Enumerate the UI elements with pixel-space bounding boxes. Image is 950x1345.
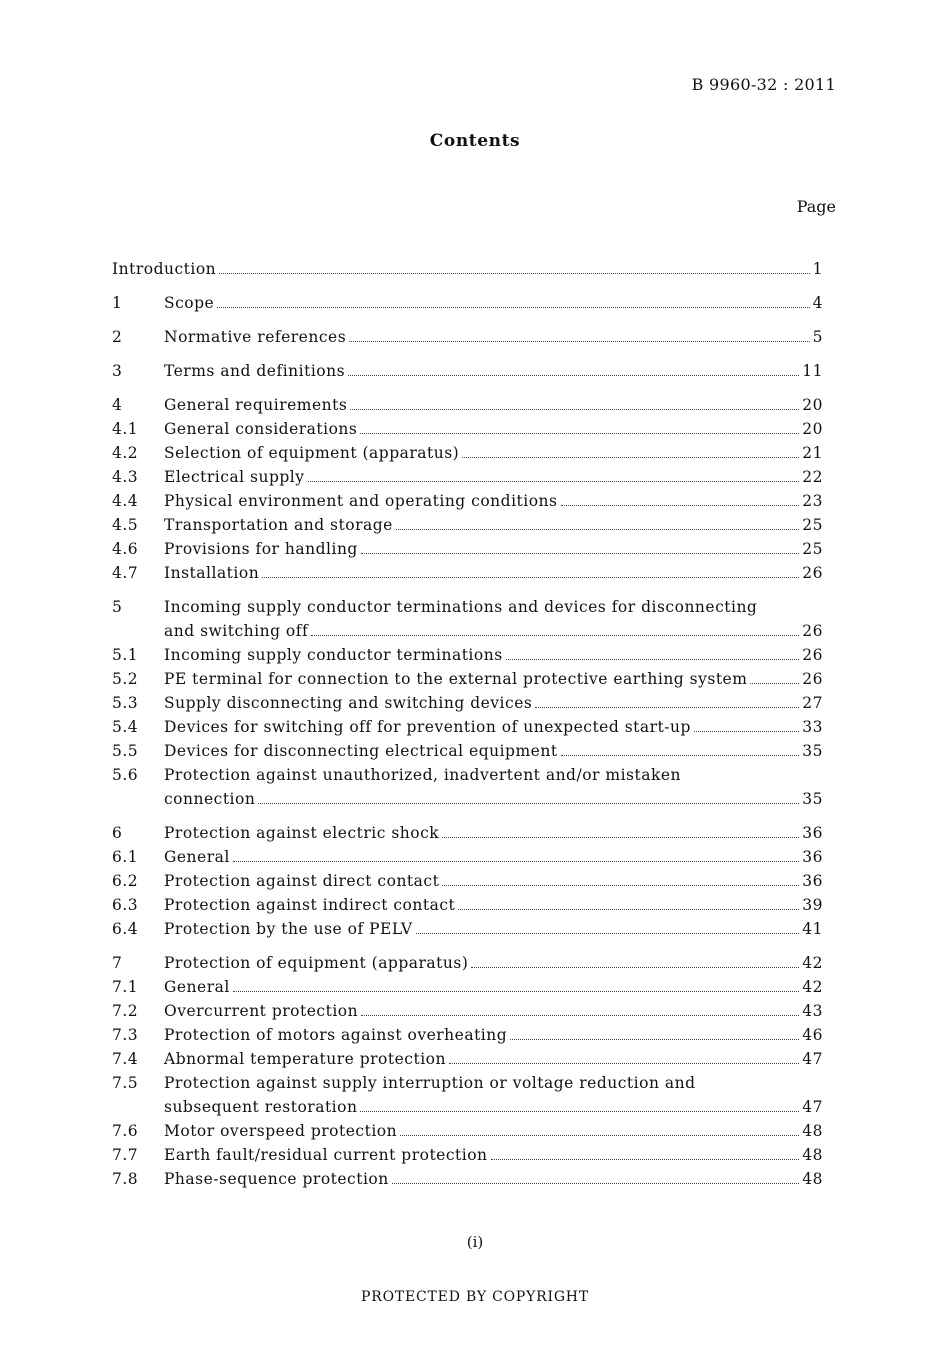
toc-entry-number: 3 bbox=[112, 362, 123, 380]
toc-entry[interactable] bbox=[112, 1047, 823, 1071]
dot-leader bbox=[750, 683, 799, 684]
toc-entry-title: Protection against direct contact bbox=[164, 872, 440, 890]
dot-leader bbox=[360, 1111, 799, 1112]
toc-entry-page: 48 bbox=[802, 1146, 823, 1164]
toc-entry[interactable] bbox=[112, 513, 823, 537]
dot-leader bbox=[396, 529, 799, 530]
dot-leader bbox=[561, 755, 800, 756]
toc-entry-title: General considerations bbox=[164, 420, 358, 438]
toc-group bbox=[112, 951, 823, 1191]
toc-entry-page: 20 bbox=[802, 396, 823, 414]
toc-entry-number: 7.6 bbox=[112, 1122, 139, 1140]
toc-entry[interactable] bbox=[112, 739, 823, 763]
document-id: B 9960-32 : 2011 bbox=[691, 75, 836, 94]
toc-entry[interactable] bbox=[112, 715, 823, 739]
dot-leader bbox=[350, 409, 799, 410]
toc-group bbox=[112, 359, 823, 383]
toc-entry[interactable] bbox=[112, 417, 823, 441]
toc-entry-number: 6.3 bbox=[112, 896, 139, 914]
toc-entry-title: Protection against indirect contact bbox=[164, 896, 456, 914]
toc-entry-title: Incoming supply conductor terminations and devices for disconnecting bbox=[164, 598, 758, 616]
toc-group bbox=[112, 257, 823, 281]
dot-leader bbox=[361, 553, 799, 554]
footer-page-number: (i) bbox=[466, 1233, 484, 1251]
toc-entry-number: 4.5 bbox=[112, 516, 139, 534]
toc-entry[interactable] bbox=[112, 1119, 823, 1143]
toc-entry-title: Protection against unauthorized, inadvertent and/or mistaken bbox=[164, 766, 681, 784]
toc-entry-page: 21 bbox=[802, 444, 823, 462]
toc-entry-title: Motor overspeed protection bbox=[164, 1122, 398, 1140]
toc-entry-page: 25 bbox=[802, 516, 823, 534]
toc-entry-page: 26 bbox=[802, 564, 823, 582]
dot-leader bbox=[233, 861, 799, 862]
toc-entry-title: Devices for disconnecting electrical equipment bbox=[164, 742, 558, 760]
toc-entry-page: 35 bbox=[802, 742, 823, 760]
dot-leader bbox=[449, 1063, 799, 1064]
toc-entry-number: 7.1 bbox=[112, 978, 139, 996]
dot-leader bbox=[348, 375, 799, 376]
dot-leader bbox=[308, 481, 800, 482]
toc-entry[interactable] bbox=[112, 291, 823, 315]
toc-entry[interactable] bbox=[112, 359, 823, 383]
toc-entry-title: Terms and definitions bbox=[164, 362, 346, 380]
toc-entry-page: 42 bbox=[802, 954, 823, 972]
toc-entry[interactable] bbox=[112, 561, 823, 585]
toc-entry[interactable] bbox=[112, 1143, 823, 1167]
toc-entry-title-continued: subsequent restoration bbox=[164, 1098, 358, 1116]
toc-entry-number: 7.5 bbox=[112, 1074, 139, 1092]
toc-entry[interactable] bbox=[112, 643, 823, 667]
toc-entry-page: 47 bbox=[802, 1050, 823, 1068]
dot-leader bbox=[458, 909, 799, 910]
toc-entry[interactable] bbox=[112, 1071, 823, 1095]
toc-entry-title: Physical environment and operating conditions bbox=[164, 492, 558, 510]
toc-entry[interactable] bbox=[112, 489, 823, 513]
toc-entry-page: 27 bbox=[802, 694, 823, 712]
toc-entry-number: 7.3 bbox=[112, 1026, 139, 1044]
dot-leader bbox=[219, 273, 809, 274]
toc-entry[interactable] bbox=[112, 595, 823, 619]
copyright-notice: PROTECTED BY COPYRIGHT bbox=[361, 1289, 589, 1305]
toc-entry-page: 26 bbox=[802, 670, 823, 688]
toc-entry-page: 25 bbox=[802, 540, 823, 558]
dot-leader bbox=[561, 505, 800, 506]
toc-entry-title: Incoming supply conductor terminations bbox=[164, 646, 503, 664]
dot-leader bbox=[311, 635, 799, 636]
toc-entry[interactable] bbox=[112, 1023, 823, 1047]
toc-entry-page: 36 bbox=[802, 848, 823, 866]
dot-leader bbox=[442, 885, 799, 886]
toc-entry-number: 2 bbox=[112, 328, 123, 346]
toc-entry-title: Devices for switching off for prevention of unexpected start-up bbox=[164, 718, 691, 736]
toc-entry-page: 36 bbox=[802, 872, 823, 890]
toc-entry-title: Selection of equipment (apparatus) bbox=[164, 444, 460, 462]
toc-entry-title: General bbox=[164, 978, 230, 996]
toc-entry-number: 4.7 bbox=[112, 564, 139, 582]
toc-entry-page: 20 bbox=[802, 420, 823, 438]
toc-entry[interactable] bbox=[112, 393, 823, 417]
table-of-contents bbox=[112, 257, 823, 1201]
toc-entry[interactable] bbox=[112, 763, 823, 787]
toc-group bbox=[112, 291, 823, 315]
dot-leader bbox=[506, 659, 800, 660]
toc-entry[interactable] bbox=[112, 917, 823, 941]
toc-group bbox=[112, 821, 823, 941]
toc-entry-title-continued: connection bbox=[164, 790, 256, 808]
toc-entry-number: 4.6 bbox=[112, 540, 139, 558]
dot-leader bbox=[442, 837, 799, 838]
toc-entry-page: 48 bbox=[802, 1122, 823, 1140]
dot-leader bbox=[400, 1135, 799, 1136]
dot-leader bbox=[535, 707, 799, 708]
toc-entry-page: 36 bbox=[802, 824, 823, 842]
toc-entry[interactable] bbox=[112, 465, 823, 489]
toc-entry[interactable] bbox=[112, 845, 823, 869]
toc-entry[interactable] bbox=[112, 893, 823, 917]
toc-entry-page: 26 bbox=[802, 646, 823, 664]
toc-entry-page: 11 bbox=[802, 362, 823, 380]
toc-entry-page: 1 bbox=[812, 260, 823, 278]
toc-entry-number: 4.4 bbox=[112, 492, 139, 510]
toc-entry-number: 5.3 bbox=[112, 694, 139, 712]
toc-entry-continuation[interactable] bbox=[112, 619, 823, 643]
toc-entry-title: Normative references bbox=[164, 328, 347, 346]
toc-entry-number: 5.6 bbox=[112, 766, 139, 784]
toc-entry-title: Earth fault/residual current protection bbox=[164, 1146, 488, 1164]
toc-entry[interactable] bbox=[112, 999, 823, 1023]
toc-entry-title: Protection of equipment (apparatus) bbox=[164, 954, 469, 972]
toc-entry-number: 5.5 bbox=[112, 742, 139, 760]
toc-entry-page: 5 bbox=[812, 328, 823, 346]
toc-entry-number: 6 bbox=[112, 824, 123, 842]
toc-group bbox=[112, 325, 823, 349]
toc-entry-title: Abnormal temperature protection bbox=[164, 1050, 446, 1068]
toc-entry-number: 6.4 bbox=[112, 920, 139, 938]
dot-leader bbox=[491, 1159, 800, 1160]
toc-entry-title: PE terminal for connection to the external protective earthing system bbox=[164, 670, 748, 688]
toc-entry-number: 7 bbox=[112, 954, 123, 972]
toc-entry-page: 22 bbox=[802, 468, 823, 486]
toc-entry[interactable] bbox=[112, 441, 823, 465]
dot-leader bbox=[361, 1015, 799, 1016]
toc-entry-title-continued: and switching off bbox=[164, 622, 309, 640]
dot-leader bbox=[349, 341, 809, 342]
toc-entry-page: 23 bbox=[802, 492, 823, 510]
toc-entry-title: Electrical supply bbox=[164, 468, 305, 486]
dot-leader bbox=[262, 577, 799, 578]
toc-entry-page: 43 bbox=[802, 1002, 823, 1020]
toc-entry-continuation[interactable] bbox=[112, 787, 823, 811]
dot-leader bbox=[462, 457, 799, 458]
toc-entry-title: Transportation and storage bbox=[164, 516, 393, 534]
page-column-header: Page bbox=[796, 197, 836, 216]
dot-leader bbox=[694, 731, 799, 732]
toc-entry-page: 4 bbox=[812, 294, 823, 312]
toc-entry[interactable] bbox=[112, 325, 823, 349]
toc-entry-number: 4.3 bbox=[112, 468, 139, 486]
toc-entry-number: 5.4 bbox=[112, 718, 139, 736]
toc-entry-title: Scope bbox=[164, 294, 215, 312]
toc-entry[interactable] bbox=[112, 537, 823, 561]
dot-leader bbox=[258, 803, 799, 804]
toc-entry-title: Supply disconnecting and switching devices bbox=[164, 694, 533, 712]
toc-entry-page: 46 bbox=[802, 1026, 823, 1044]
toc-entry-page: 39 bbox=[802, 896, 823, 914]
toc-entry-title: General bbox=[164, 848, 230, 866]
dot-leader bbox=[217, 307, 809, 308]
dot-leader bbox=[510, 1039, 799, 1040]
toc-entry-page: 35 bbox=[802, 790, 823, 808]
toc-entry-number: 5.1 bbox=[112, 646, 139, 664]
toc-entry-number: 6.1 bbox=[112, 848, 139, 866]
toc-entry-title: Protection of motors against overheating bbox=[164, 1026, 508, 1044]
toc-entry-title: General requirements bbox=[164, 396, 348, 414]
toc-entry-page: 47 bbox=[802, 1098, 823, 1116]
toc-entry[interactable] bbox=[112, 1167, 823, 1191]
dot-leader bbox=[233, 991, 799, 992]
toc-entry-page: 48 bbox=[802, 1170, 823, 1188]
toc-entry[interactable] bbox=[112, 257, 823, 281]
toc-entry-title: Provisions for handling bbox=[164, 540, 358, 558]
toc-entry-continuation[interactable] bbox=[112, 1095, 823, 1119]
toc-entry-page: 26 bbox=[802, 622, 823, 640]
dot-leader bbox=[416, 933, 800, 934]
toc-entry-number: 6.2 bbox=[112, 872, 139, 890]
toc-entry[interactable] bbox=[112, 975, 823, 999]
toc-entry-number: 7.4 bbox=[112, 1050, 139, 1068]
toc-entry-page: 33 bbox=[802, 718, 823, 736]
toc-entry-number: 7.7 bbox=[112, 1146, 139, 1164]
toc-entry-title: Overcurrent protection bbox=[164, 1002, 359, 1020]
toc-entry-number: 5.2 bbox=[112, 670, 139, 688]
toc-entry-page: 42 bbox=[802, 978, 823, 996]
toc-entry-title: Installation bbox=[164, 564, 260, 582]
toc-entry-page: 41 bbox=[802, 920, 823, 938]
toc-entry[interactable] bbox=[112, 667, 823, 691]
toc-entry-number: 4.2 bbox=[112, 444, 139, 462]
toc-entry[interactable] bbox=[112, 951, 823, 975]
page-title: Contents bbox=[429, 131, 521, 151]
toc-entry-title: Phase-sequence protection bbox=[164, 1170, 389, 1188]
toc-entry-number: 7.2 bbox=[112, 1002, 139, 1020]
toc-entry-number: 5 bbox=[112, 598, 123, 616]
toc-entry-title: Protection by the use of PELV bbox=[164, 920, 413, 938]
toc-entry-number: 7.8 bbox=[112, 1170, 139, 1188]
dot-leader bbox=[392, 1183, 800, 1184]
toc-entry-number: 4.1 bbox=[112, 420, 139, 438]
toc-entry[interactable] bbox=[112, 869, 823, 893]
toc-entry-title: Protection against supply interruption or voltage reduction and bbox=[164, 1074, 696, 1092]
toc-group bbox=[112, 595, 823, 811]
toc-entry-title: Protection against electric shock bbox=[164, 824, 440, 842]
toc-group bbox=[112, 393, 823, 585]
toc-entry-number: 4 bbox=[112, 396, 123, 414]
toc-entry[interactable] bbox=[112, 691, 823, 715]
dot-leader bbox=[471, 967, 799, 968]
toc-entry-title: Introduction bbox=[112, 260, 217, 278]
toc-entry-number: 1 bbox=[112, 294, 123, 312]
dot-leader bbox=[360, 433, 799, 434]
toc-entry[interactable] bbox=[112, 821, 823, 845]
